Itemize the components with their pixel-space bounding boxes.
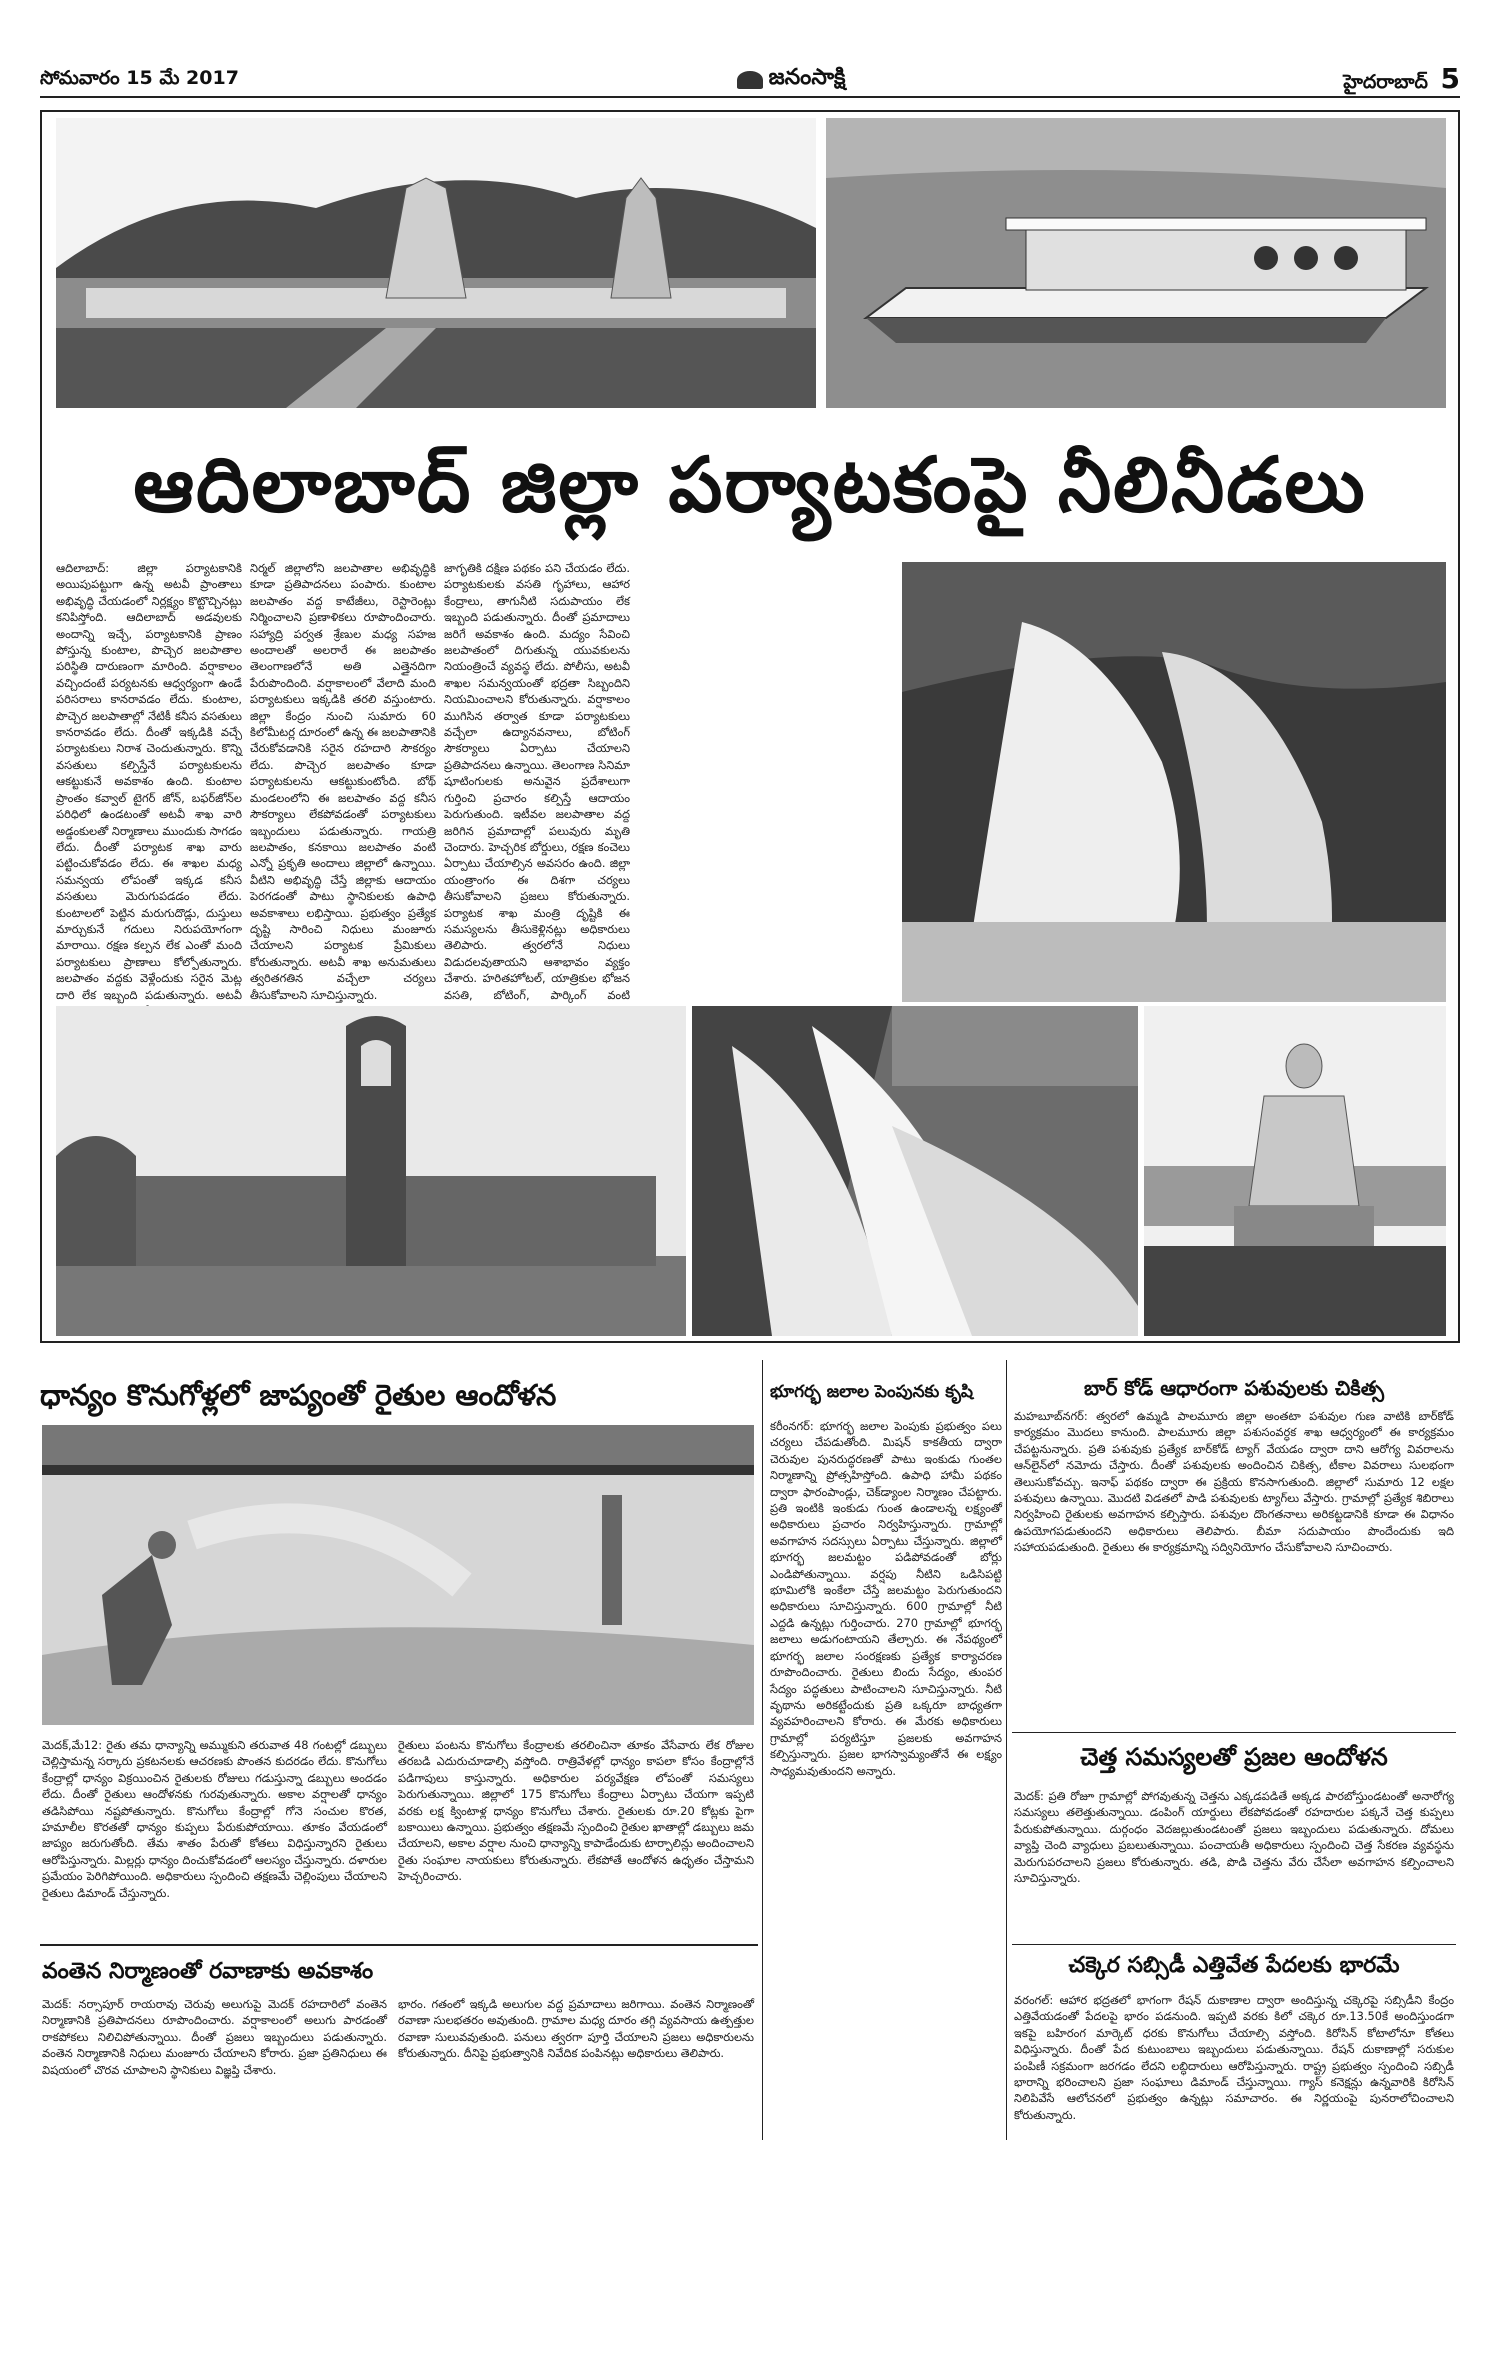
grain-column-1 (42, 1737, 387, 1937)
waterfall-photo (902, 562, 1446, 1002)
grain-headline: ధాన్యం కొనుగోళ్లలో జాప్యంతో రైతుల ఆందోళన (40, 1378, 557, 1412)
page-number: 5 (1440, 62, 1460, 95)
bridge-paragraph-1: మెదక్: నర్సాపూర్ రాయరావు చెరువు అలుగుపై మెదక్ రహదారిలో వంతెన నిర్మాణానికి ప్రతిపాదనలు రూపొందించారు. వర్షాకాలంలో అలుగు పారడంతో రాకపోకలు నిలిచిపోతున్నాయి. దీంతో ప్రజలు ఇబ్బందులు పడుతున్నారు. వంతెన నిర్మాణానికి నిధులు మంజూరు చేయాలని కోరారు. ప్రజా ప్రతినిధులు ఈ విషయంలో చొరవ చూపాలని స్థానికులు విజ్ఞప్తి చేశారు. (42, 1997, 387, 2077)
brand-name: జనంసాక్షి (768, 65, 846, 90)
lead-column-2 (250, 560, 436, 1010)
page-header (40, 64, 1460, 98)
barcode-headline: బార్ కోడ్ ఆధారంగా పశువులకు చికిత్స (1084, 1376, 1384, 1400)
column-divider-line (762, 1360, 763, 2140)
grain-paragraph-1: మెదక్,మే12: రైతు తమ ధాన్యాన్ని అమ్ముకుని తరువాత 48 గంటల్లో డబ్బులు చెల్లిస్తామన్న సర్కారు ప్రకటనలకు ఆచరణకు పొంతన కుదరడం లేదు. కొనుగోలు కేంద్రాల్లో ధాన్యం విక్రయించిన రైతులకు రోజులు గడుస్తున్నా డబ్బులు అందడం లేదు. దీంతో రైతులు ఆందోళనకు గురవుతున్నారు. అకాల వర్షాలతో ధాన్యం తడిసిపోయి నష్టపోతున్నారు. కొనుగోలు కేంద్రాల్లో గోనె సంచుల కొరత, హమాలీల కొరతతో ధాన్యం కుప్పలు పేరుకుపోయాయి. తూకం వేయడంలో జాప్యం జరుగుతోంది. తేమ శాతం పేరుతో కోతలు విధిస్తున్నారని రైతులు ఆరోపిస్తున్నారు. మిల్లర్లు ధాన్యం దించుకోవడంలో ఆలస్యం చేస్తున్నారు. దళారుల ప్రమేయం పెరిగిపోయింది. అధికారులు స్పందించి తక్షణమే చెల్లింపులు చేయాలని రైతులు డిమాండ్ చేస్తున్నారు. (42, 1738, 387, 1900)
divider-line (40, 1944, 758, 1946)
groundwater-paragraph: కరీంనగర్: భూగర్భ జలాల పెంపుకు ప్రభుత్వం పలు చర్యలు చేపడుతోంది. మిషన్ కాకతీయ ద్వారా చెరువుల పునరుద్ధరణతో పాటు ఇంకుడు గుంతల నిర్మాణాన్ని ప్రోత్సహిస్తోంది. ఉపాధి హామీ పథకం ద్వారా ఫారంపాండ్లు, చెక్‌డ్యాంల నిర్మాణం చేపట్టారు. ప్రతి ఇంటికి ఇంకుడు గుంత ఉండాలన్న లక్ష్యంతో అధికారులు ప్రచారం నిర్వహిస్తున్నారు. గ్రామాల్లో అవగాహన సదస్సులు ఏర్పాటు చేస్తున్నారు. జిల్లాలో భూగర్భ జలమట్టం పడిపోవడంతో బోర్లు ఎండిపోతున్నాయి. వర్షపు నీటిని ఒడిసిపట్టి భూమిలోకి ఇంకేలా చేస్తే జలమట్టం పెరుగుతుందని అధికారులు సూచిస్తున్నారు. 600 గ్రామాల్లో నీటి ఎద్దడి ఉన్నట్లు గుర్తించారు. 270 గ్రామాల్లో భూగర్భ జలాలు అడుగంటాయని తేల్చారు. ఈ నేపథ్యంలో భూగర్భ జలాల సంరక్షణకు ప్రత్యేక కార్యాచరణ రూపొందించారు. రైతులు బిందు సేద్యం, తుంపర సేద్యం పద్ధతులు పాటించాలని సూచిస్తున్నారు. నీటి వృథాను అరికట్టేందుకు ప్రతి ఒక్కరూ బాధ్యతగా వ్యవహరించాలని కోరారు. ఈ మేరకు అధికారులు గ్రామాల్లో పర్యటిస్తూ ప్రజలకు అవగాహన కల్పిస్తున్నారు. ప్రజల భాగస్వామ్యంతోనే ఈ లక్ష్యం సాధ్యమవుతుందని అన్నారు. (770, 1419, 1002, 1778)
bridge-paragraph-2: భారం. గతంలో ఇక్కడి అలుగుల వద్ద ప్రమాదాలు జరిగాయి. వంతెన నిర్మాణంతో రవాణా సులభతరం అవుతుంది. గ్రామాల మధ్య దూరం తగ్గి వ్యవసాయ ఉత్పత్తుల రవాణా సులువవుతుంది. పనులు త్వరగా పూర్తి చేయాలని ప్రజలు అధికారులను కోరుతున్నారు. దీనిపై ప్రభుత్వానికి నివేదిక పంపినట్లు అధికారులు తెలిపారు. (398, 1997, 754, 2061)
garbage-headline: చెత్త సమస్యలతో ప్రజల ఆందోళన (1080, 1742, 1388, 1771)
lead-paragraph-1: ఆదిలాబాద్: జిల్లా పర్యాటకానికి అయిపుపట్టుగా ఉన్న అటవీ ప్రాంతాలు అభివృద్ధి చేయడంలో నిర్లక్ష్యం కొట్టొచ్చినట్లు కనిపిస్తోంది. ఆదిలాబాద్ అడవులకు అందాన్ని ఇచ్చే, పర్యాటకానికి ప్రాణం పోస్తున్న కుంటాల, పొచ్చెర జలపాతాల పరిస్థితి దారుణంగా మారింది. వర్షాకాలం వచ్చిందంటే పర్యటనకు ఆధ్వర్యంగా ఉండే పరిసరాలు కానరావడం లేదు. కుంటాల, పొచ్చెర జలపాతాల్లో నేటికీ కనీస వసతులు కానరావడం లేదు. దీంతో ఇక్కడికి వచ్చే పర్యాటకులు నిరాశ చెందుతున్నారు. కొన్ని వసతులు కల్పిస్తేనే పర్యాటకులను ఆకట్టుకునే అవకాశం ఉంది. కుంటాల ప్రాంతం కవ్వాల్ టైగర్ జోన్, బఫర్‌జోన్‌ల పరిధిలో ఉండటంతో అటవీ శాఖ వారి అడ్డంకులతో నిర్మాణాలు ముందుకు సాగడం లేదు. దీంతో పర్యాటక శాఖ వారు పట్టించుకోవడం లేదు. ఈ శాఖల మధ్య సమన్వయ లోపంతో ఇక్కడ కనీస వసతులు మెరుగుపడడం లేదు. కుంటాలలో పెట్టిన మరుగుదొడ్లు, దుస్తులు మార్చుకునే గదులు నిరుపయోగంగా మారాయి. రక్షణ కల్పన లేక ఎంతో మంది పర్యాటకులు ప్రాణాలు కోల్పోతున్నారు. జలపాతం వద్దకు వెళ్లేందుకు సరైన మెట్ల దారి లేక ఇబ్బంది పడుతున్నారు. అటవీ (56, 561, 242, 1002)
garbage-paragraph: మెదక్: ప్రతి రోజూ గ్రామాల్లో పోగవుతున్న చెత్తను ఎక్కడపడితే అక్కడ పారబోస్తుండటంతో అనారోగ్య సమస్యలు తలెత్తుతున్నాయి. డంపింగ్ యార్డులు లేకపోవడంతో రహదారుల పక్కనే చెత్త కుప్పలు పేరుకుపోతున్నాయి. దుర్గంధం వెదజల్లుతుండటంతో ప్రజలు ఇబ్బందులు పడుతున్నారు. దోమలు వ్యాప్తి చెంది వ్యాధులు ప్రబలుతున్నాయి. పంచాయతీ అధికారులు స్పందించి చెత్త సేకరణ వ్యవస్థను మెరుగుపరచాలని ప్రజలు కోరుతున్నారు. తడి, పొడి చెత్తను వేరు చేసేలా అవగాహన కల్పించాలని సూచిస్తున్నారు. (1014, 1789, 1454, 1886)
sugar-headline: చక్కెర సబ్సిడీ ఎత్తివేత పేదలకు భారమే (1068, 1952, 1400, 1978)
barcode-column (1014, 1408, 1454, 1728)
bridge-headline: వంతెన నిర్మాణంతో రవాణాకు అవకాశం (42, 1958, 374, 1984)
garbage-column (1014, 1788, 1454, 1938)
sugar-column (1014, 1992, 1454, 2140)
lead-paragraph-3: జాగృతికి దక్షిణ పథకం పని చేయడం లేదు. పర్యాటకులకు వసతి గృహాలు, ఆహార కేంద్రాలు, తాగునీటి సదుపాయం లేక ఇబ్బంది పడుతున్నారు. దీంతో ప్రమాదాలు జరిగే అవకాశం ఉంది. మద్యం సేవించి జలపాతంలో దిగుతున్న యువకులను నియంత్రించే వ్యవస్థ లేదు. పోలీసు, అటవీ శాఖల సమన్వయంతో భద్రతా సిబ్బందిని నియమించాలని కోరుతున్నారు. వర్షాకాలం ముగిసిన తర్వాత కూడా పర్యాటకులు వచ్చేలా ఉద్యానవనాలు, బోటింగ్ సౌకర్యాలు ఏర్పాటు చేయాలని ప్రతిపాదనలు ఉన్నాయి. తెలంగాణ సినిమా షూటింగులకు అనువైన ప్రదేశాలుగా గుర్తించి ప్రచారం కల్పిస్తే ఆదాయం పెరుగుతుంది. ఇటీవల జలపాతాల వద్ద జరిగిన ప్రమాదాల్లో పలువురు మృతి చెందారు. హెచ్చరిక బోర్డులు, రక్షణ కంచెలు ఏర్పాటు చేయాల్సిన అవసరం ఉంది. జిల్లా యంత్రాంగం ఈ దిశగా చర్యలు తీసుకోవాలని ప్రజలు కోరుతున్నారు. పర్యాటక శాఖ మంత్రి దృష్టికి ఈ సమస్యలను తీసుకెళ్లినట్లు అధికారులు తెలిపారు. త్వరలోనే నిధులు విడుదలవుతాయని ఆశాభావం వ్యక్తం చేశారు. హరితహోటల్, యాత్రికుల భోజన వసతి, బోటింగ్, పార్కింగ్ వంటి (444, 561, 630, 1002)
brand-mark-icon (737, 71, 763, 89)
fort-ruins-photo (56, 1006, 686, 1336)
lead-column-1 (56, 560, 242, 1010)
grain-winnowing-photo (42, 1425, 754, 1725)
column-divider-line-2 (1006, 1360, 1007, 2140)
city-name: హైదరాబాద్ (1343, 71, 1428, 93)
grain-paragraph-2: రైతులు పంటను కొనుగోలు కేంద్రాలకు తరలించినా తూకం వేసేవారు లేక రోజుల తరబడి ఎదురుచూడాల్సి వస్తోంది. రాత్రివేళల్లో ధాన్యం కాపలా కోసం కేంద్రాల్లోనే పడిగాపులు కాస్తున్నారు. అధికారుల పర్యవేక్షణ లోపంతో సమస్యలు పెరుగుతున్నాయి. జిల్లాలో 175 కొనుగోలు కేంద్రాలు ఏర్పాటు చేయగా ఇప్పటి వరకు లక్ష క్వింటాళ్ల ధాన్యం కొనుగోలు చేశారు. రైతులకు రూ.20 కోట్లకు పైగా బకాయిలు ఉన్నాయి. ప్రభుత్వం తక్షణమే స్పందించి రైతుల ఖాతాల్లో డబ్బులు జమ చేయాలని, అకాల వర్షాల నుంచి ధాన్యాన్ని కాపాడేందుకు టార్పాలిన్లు అందించాలని రైతు సంఘాల నాయకులు కోరుతున్నారు. లేకపోతే ఆందోళన ఉధృతం చేస్తామని హెచ్చరించారు. (398, 1738, 754, 1884)
barcode-paragraph: మహబూబ్‌నగర్: త్వరలో ఉమ్మడి పాలమూరు జిల్లా అంతటా పశువుల గుణ వాటికి బార్‌కోడ్ కార్యక్రమం మొదలు కానుంది. పాలమూరు జిల్లా పశుసంవర్ధక శాఖ ఆధ్వర్యంలో ఈ కార్యక్రమం చేపట్టనున్నారు. ప్రతి పశువుకు ప్రత్యేక బార్‌కోడ్ ట్యాగ్ వేయడం ద్వారా దాని ఆరోగ్య వివరాలను ఆన్‌లైన్‌లో నమోదు చేస్తారు. దీంతో పశువులకు అందించిన చికిత్స, టీకాల వివరాలు సులభంగా తెలుసుకోవచ్చు. ఇనాఫ్ పథకం ద్వారా ఈ ప్రక్రియ కొనసాగుతుంది. జిల్లాలో సుమారు 12 లక్షల పశువులు ఉన్నాయి. మొదటి విడతలో పాడి పశువులకు ట్యాగ్‌లు వేస్తారు. గ్రామాల్లో ప్రత్యేక శిబిరాలు నిర్వహించి రైతులకు అవగాహన కల్పిస్తారు. పశువుల దొంగతనాలు అరికట్టడానికి కూడా ఈ విధానం ఉపయోగపడుతుందని అధికారులు తెలిపారు. బీమా సదుపాయం పొందేందుకు ఇది సహాయపడుతుంది. రైతులు ఈ కార్యక్రమాన్ని సద్వినియోగం చేసుకోవాలని సూచించారు. (1014, 1409, 1454, 1555)
goddess-statue-photo (1144, 1006, 1446, 1336)
bridge-column-1 (42, 1996, 387, 2136)
sugar-paragraph: వరంగల్: ఆహార భద్రతలో భాగంగా రేషన్ దుకాణాల ద్వారా అందిస్తున్న చక్కెరపై సబ్సిడీని కేంద్రం ఎత్తివేయడంతో పేదలపై భారం పడనుంది. ఇప్పటి వరకు కిలో చక్కెర రూ.13.50కే అందిస్తుండగా ఇకపై బహిరంగ మార్కెట్ ధరకు కొనుగోలు చేయాల్సి వస్తోంది. కిరోసిన్ కోటాలోనూ కోతలు విధిస్తున్నారు. దీంతో పేద కుటుంబాలు ఇబ్బందులు పడుతున్నాయి. రేషన్ దుకాణాల్లో సరుకుల పంపిణీ సక్రమంగా జరగడం లేదని లబ్ధిదారులు ఆరోపిస్తున్నారు. రాష్ట్ర ప్రభుత్వం స్పందించి సబ్సిడీ భారాన్ని భరించాలని ప్రజా సంఘాలు డిమాండ్ చేస్తున్నాయి. గ్యాస్ కనెక్షన్లు ఉన్నవారికి కిరోసిన్ నిలిపివేసే ఆలోచనలో ప్రభుత్వం ఉన్నట్లు సమాచారం. ఈ నిర్ణయంపై పునరాలోచించాలని కోరుతున్నారు. (1014, 1993, 1454, 2122)
section-divider-line-2 (1012, 1944, 1456, 1945)
city-label (1343, 62, 1460, 98)
lead-headline: ఆదిలాబాద్ జిల్లా పర్యాటకంపై నీలినీడలు (133, 440, 1367, 529)
boat-photo (826, 118, 1446, 408)
grain-column-2 (398, 1737, 754, 1937)
lead-paragraph-2: నిర్మల్ జిల్లాలోని జలపాతాల అభివృద్ధికి కూడా ప్రతిపాదనలు పంపారు. కుంటాల జలపాతం వద్ద కాటేజీలు, రెస్టారెంట్లు నిర్మించాలని ప్రణాళికలు రూపొందించారు. సహ్యాద్రి పర్వత శ్రేణుల మధ్య సహజ అందాలతో అలరారే ఈ జలపాతం తెలంగాణలోనే అతి ఎత్తైనదిగా పేరుపొందింది. వర్షాకాలంలో వేలాది మంది పర్యాటకులు ఇక్కడికి తరలి వస్తుంటారు. జిల్లా కేంద్రం నుంచి సుమారు 60 కిలోమీటర్ల దూరంలో ఉన్న ఈ జలపాతానికి చేరుకోవడానికి సరైన రహదారి సౌకర్యం లేదు. పొచ్చెర జలపాతం కూడా పర్యాటకులను ఆకట్టుకుంటోంది. బోథ్ మండలంలోని ఈ జలపాతం వద్ద కనీస సౌకర్యాలు లేకపోవడంతో పర్యాటకులు ఇబ్బందులు పడుతున్నారు. గాయత్రి జలపాతం, కనకాయి జలపాతం వంటి ఎన్నో ప్రకృతి అందాలు జిల్లాలో ఉన్నాయి. వీటిని అభివృద్ధి చేస్తే జిల్లాకు ఆదాయం పెరగడంతో పాటు స్థానికులకు ఉపాధి అవకాశాలు లభిస్తాయి. ప్రభుత్వం ప్రత్యేక దృష్టి సారించి నిధులు మంజూరు చేయాలని పర్యాటక ప్రేమికులు కోరుతున్నారు. అటవీ శాఖ అనుమతులు త్వరితగతిన వచ్చేలా చర్యలు తీసుకోవాలని సూచిస్తున్నారు. (250, 561, 436, 1002)
brand-logo (737, 65, 846, 95)
issue-date: సోమవారం 15 మే 2017 (40, 66, 239, 89)
lead-column-3 (444, 560, 630, 1010)
dam-gates-photo (692, 1006, 1138, 1336)
groundwater-headline: భూగర్భ జలాల పెంపునకు కృషి (770, 1382, 974, 1402)
section-divider-line (1012, 1732, 1456, 1733)
bridge-column-2 (398, 1996, 754, 2136)
groundwater-column (770, 1418, 1002, 2138)
temple-photo (56, 118, 816, 408)
